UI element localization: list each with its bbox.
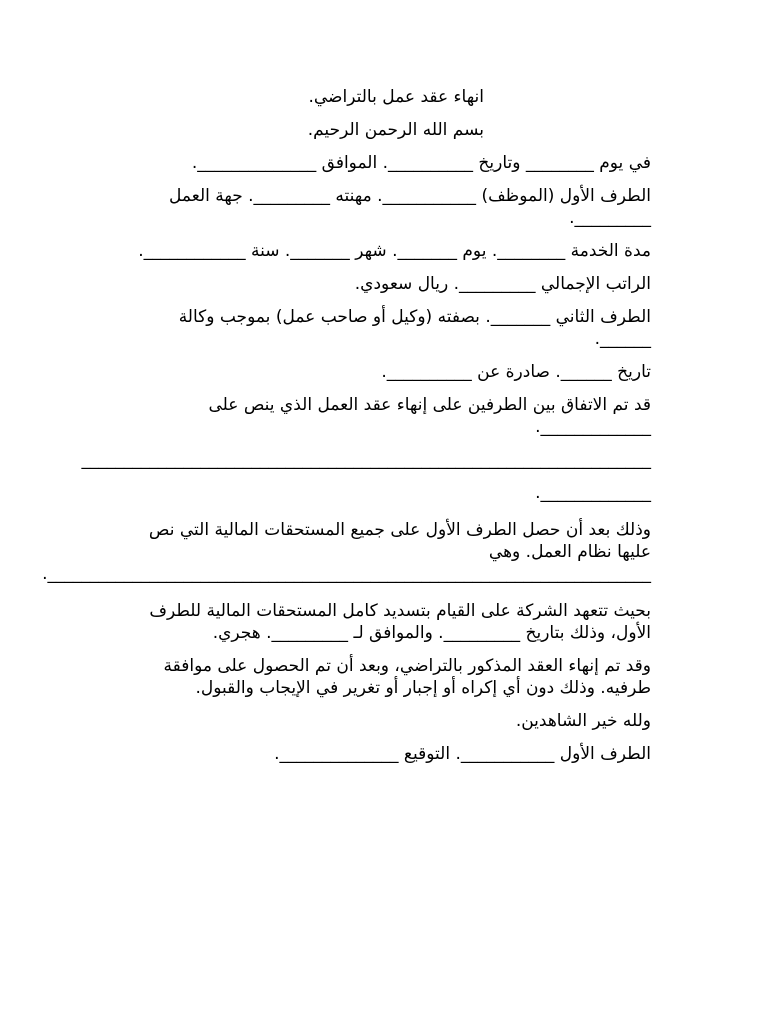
witness-paragraph: ولله خير الشاهدين. <box>515 711 651 731</box>
first-party-paragraph: الطرف الأول (الموظف) ___________. مهنته _________. جهة العمل _________. <box>169 186 651 228</box>
company-commitment-paragraph: بحيث تتعهد الشركة على القيام بتسديد كامل المستحقات المالية للطرف الأول، وذلك بتاريخ _________. والموافق لـ _________. هجري. <box>149 601 651 643</box>
signature-paragraph: الطرف الأول ___________. التوقيع ______________. <box>274 744 651 764</box>
mutual-agreement-paragraph: وقد تم إنهاء العقد المذكور بالتراضي، وبعد أن تم الحصول على موافقة طرفيه. وذلك دون أي إكراه أو إجبار أو تغرير في الإيجاب والقبول. <box>163 656 651 698</box>
dues-paragraph: وذلك بعد أن حصل الطرف الأول على جميع المستحقات المالية التي نص عليها نظام العمل. وهي _______________________________________________________________________. <box>42 520 651 584</box>
agreement-paragraph: قد تم الاتفاق بين الطرفين على إنهاء عقد العمل الذي ينص على _____________. <box>208 395 651 437</box>
document-page <box>42 86 651 776</box>
second-party-paragraph: الطرف الثاني _______. بصفته (وكيل أو صاحب عمل) بموجب وكالة ______. <box>178 307 651 349</box>
service-duration-paragraph: مدة الخدمة ________. يوم _______. شهر _______. سنة ____________. <box>138 241 651 261</box>
agreement-blank-line: ___________________________________________________________________ <box>81 450 651 470</box>
document-title: انهاء عقد عمل بالتراضي. <box>308 87 484 107</box>
issue-date-paragraph: تاريخ ______. صادرة عن __________. <box>381 362 651 382</box>
date-paragraph: في يوم ________ وتاريخ __________. الموافق ______________. <box>191 153 651 173</box>
agreement-blank-end: _____________. <box>535 483 651 503</box>
salary-paragraph: الراتب الإجمالي _________. ريال سعودي. <box>354 274 651 294</box>
basmala: بسم الله الرحمن الرحيم. <box>307 120 484 140</box>
